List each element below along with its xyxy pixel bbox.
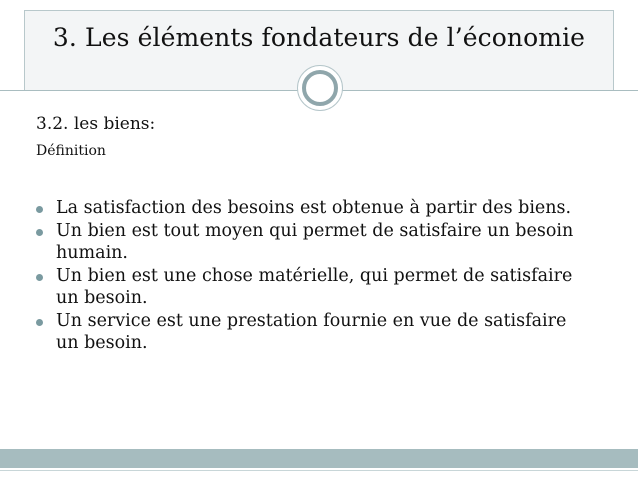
bullet-text-line2: un besoin. xyxy=(56,288,148,308)
bullet-dot-icon xyxy=(36,206,43,213)
section-subheading: 3.2. les biens: xyxy=(36,114,156,134)
bullet-text-line1: Un service est une prestation fournie en vue de satisfaire xyxy=(56,310,567,331)
footer-line xyxy=(0,470,638,471)
bullet-text-line2: humain. xyxy=(56,243,128,263)
bullet-dot-icon xyxy=(36,319,43,326)
bullet-item xyxy=(36,310,616,355)
bullet-item xyxy=(36,220,616,265)
bullet-item xyxy=(36,265,616,310)
bullet-text-line2: un besoin. xyxy=(56,333,148,353)
bullet-dot-icon xyxy=(36,229,43,236)
bullet-list xyxy=(36,197,616,355)
bullet-dot-icon xyxy=(36,274,43,281)
bullet-item xyxy=(36,197,616,220)
footer-bar xyxy=(0,449,638,468)
bullet-text-line1: Un bien est tout moyen qui permet de satisfaire un besoin xyxy=(56,220,574,241)
bullet-text-line1: Un bien est une chose matérielle, qui permet de satisfaire xyxy=(56,265,573,286)
decorative-ring-icon xyxy=(302,70,338,106)
slide-title: 3. Les éléments fondateurs de l’économie xyxy=(52,23,586,52)
definition-label: Définition xyxy=(36,143,106,159)
bullet-text-line1: La satisfaction des besoins est obtenue à partir des biens. xyxy=(56,198,572,218)
